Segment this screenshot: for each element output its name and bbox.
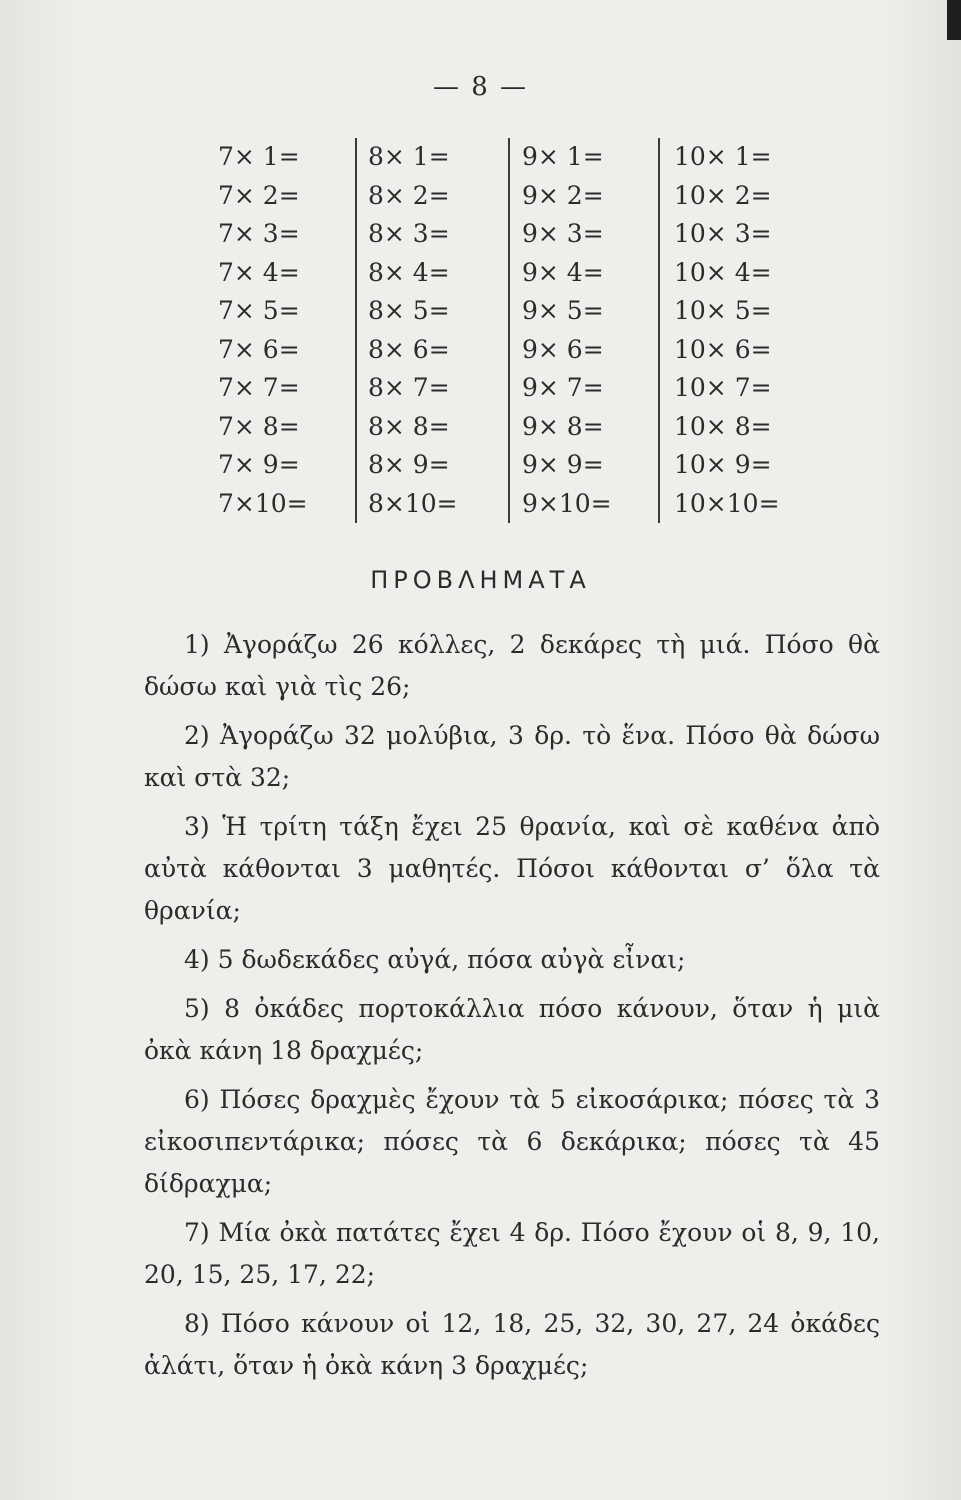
table-cell: 7× 1= — [218, 142, 300, 171]
table-cell: 9× 6= — [522, 334, 604, 364]
table-cell: 9× 8= — [522, 411, 604, 441]
section-title: ΠΡΟΒΛΗΜΑΤΑ — [370, 566, 591, 594]
table-cell: 9× 4= — [522, 257, 604, 287]
table-cell: 7× 9= — [218, 450, 300, 479]
problem-item: 4) 5 δωδεκάδες αὐγά, πόσα αὐγὰ εἶναι; — [184, 945, 686, 974]
problem-item: 3) Ἡ τρίτη τάξη ἔχει 25 θρανία, καὶ σὲ καθένα ἀπὸ αὐτὰ κάθονται 3 μαθητές. Πόσοι κάθονται σ’ ὅλα τὰ θρανία; — [144, 812, 880, 925]
scan-edge-mark — [947, 0, 961, 40]
problem-item: 6) Πόσες δραχμὲς ἔχουν τὰ 5 εἰκοσάρικα; πόσες τὰ 3 εἰκοσιπεντάρικα; πόσες τὰ 6 δεκάρικα; πόσες τὰ 45 δίδραχμα; — [144, 1085, 880, 1198]
problems-list — [144, 624, 880, 1394]
table-cell: 7× 6= — [218, 334, 300, 364]
table-cell: 7× 4= — [218, 257, 300, 287]
table-cell: 10× 7= — [674, 373, 772, 402]
multiplication-tables — [208, 138, 808, 523]
table-cell: 8× 8= — [368, 411, 450, 441]
table-cell: 8× 2= — [368, 180, 450, 210]
table-cell: 9×10= — [522, 488, 612, 518]
table-cell: 9× 3= — [522, 219, 604, 248]
page-number: — 8 — — [432, 72, 529, 102]
table-of-7 — [218, 138, 368, 523]
problem-item: 1) Ἀγοράζω 26 κόλλες, 2 δεκάρες τὴ μιά. Πόσο θὰ δώσω καὶ γιὰ τὶς 26; — [144, 630, 880, 701]
table-cell: 8× 5= — [368, 296, 450, 325]
table-cell: 8× 1= — [368, 142, 450, 171]
table-cell: 8× 6= — [368, 334, 450, 364]
table-cell: 7×10= — [218, 488, 308, 518]
table-cell: 10× 9= — [674, 450, 772, 479]
table-cell: 9× 2= — [522, 180, 604, 210]
table-of-9 — [522, 138, 672, 523]
table-cell: 10× 8= — [674, 411, 772, 441]
table-cell: 10× 5= — [674, 296, 772, 325]
table-cell: 8×10= — [368, 488, 458, 518]
table-cell: 10×10= — [674, 488, 780, 518]
table-cell: 8× 3= — [368, 219, 450, 248]
table-cell: 9× 9= — [522, 450, 604, 479]
table-cell: 8× 9= — [368, 450, 450, 479]
table-cell: 7× 7= — [218, 373, 300, 402]
table-cell: 10× 1= — [674, 142, 772, 171]
table-cell: 9× 7= — [522, 373, 604, 402]
table-cell: 9× 5= — [522, 296, 604, 325]
table-cell: 10× 4= — [674, 257, 772, 287]
table-cell: 10× 3= — [674, 219, 772, 248]
table-of-10 — [674, 138, 824, 523]
table-cell: 9× 1= — [522, 142, 604, 171]
table-cell: 10× 2= — [674, 180, 772, 210]
problem-item: 8) Πόσο κάνουν οἱ 12, 18, 25, 32, 30, 27, 24 ὀκάδες ἁλάτι, ὅταν ἡ ὀκὰ κάνη 3 δραχμές; — [144, 1309, 880, 1380]
problem-item: 2) Ἀγοράζω 32 μολύβια, 3 δρ. τὸ ἕνα. Πόσο θὰ δώσω καὶ στὰ 32; — [144, 721, 880, 792]
table-cell: 7× 3= — [218, 219, 300, 248]
table-cell: 7× 2= — [218, 180, 300, 210]
problem-item: 7) Μία ὀκὰ πατάτες ἔχει 4 δρ. Πόσο ἔχουν οἱ 8, 9, 10, 20, 15, 25, 17, 22; — [144, 1218, 880, 1289]
table-cell: 7× 8= — [218, 411, 300, 441]
problem-item: 5) 8 ὀκάδες πορτοκάλλια πόσο κάνουν, ὅταν ἡ μιὰ ὀκὰ κάνη 18 δραχμές; — [144, 994, 880, 1065]
table-cell: 7× 5= — [218, 296, 300, 325]
table-cell: 8× 7= — [368, 373, 450, 402]
table-cell: 10× 6= — [674, 334, 772, 364]
table-cell: 8× 4= — [368, 257, 450, 287]
table-of-8 — [368, 138, 518, 523]
